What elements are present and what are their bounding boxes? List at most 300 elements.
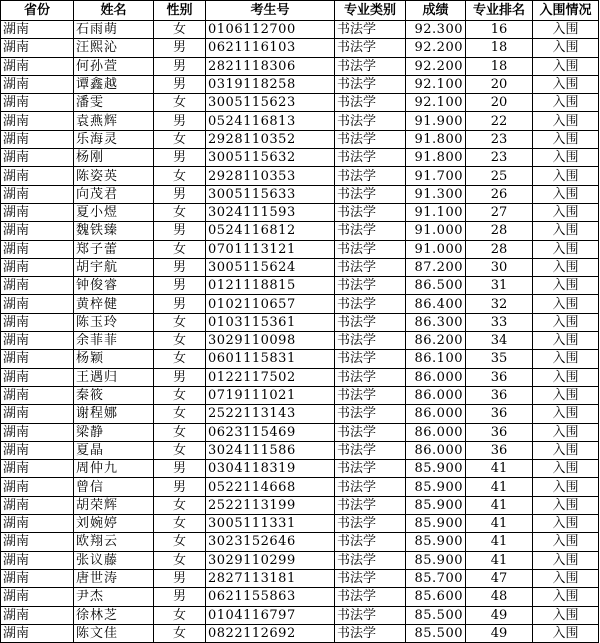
cell-score: 91.300 — [406, 185, 466, 203]
cell-name: 刘婉婷 — [74, 515, 154, 533]
cell-status: 入围 — [533, 277, 599, 295]
cell-major-rank: 41 — [466, 478, 533, 496]
cell-status: 入围 — [533, 258, 599, 276]
cell-gender: 女 — [154, 350, 206, 368]
cell-major-rank: 18 — [466, 39, 533, 57]
table-row — [1, 313, 599, 331]
cell-status: 入围 — [533, 368, 599, 386]
cell-major-rank: 22 — [466, 112, 533, 130]
cell-name: 徐林芝 — [74, 606, 154, 624]
table-row — [1, 295, 599, 313]
cell-major-rank: 34 — [466, 332, 533, 350]
cell-exam-id: 0522114668 — [206, 478, 335, 496]
cell-major: 书法学 — [335, 21, 406, 39]
table-row — [1, 569, 599, 587]
table-row — [1, 112, 599, 130]
cell-name: 曾信 — [74, 478, 154, 496]
cell-major: 书法学 — [335, 423, 406, 441]
cell-status: 入围 — [533, 203, 599, 221]
cell-province: 湖南 — [1, 441, 74, 459]
table-row — [1, 423, 599, 441]
cell-province: 湖南 — [1, 21, 74, 39]
cell-name: 杨刚 — [74, 149, 154, 167]
cell-status: 入围 — [533, 350, 599, 368]
cell-status: 入围 — [533, 21, 599, 39]
cell-major: 书法学 — [335, 203, 406, 221]
cell-score: 92.100 — [406, 75, 466, 93]
cell-status: 入围 — [533, 533, 599, 551]
cell-exam-id: 0104116797 — [206, 606, 335, 624]
cell-gender: 男 — [154, 258, 206, 276]
cell-gender: 女 — [154, 515, 206, 533]
cell-major-rank: 49 — [466, 606, 533, 624]
cell-name: 陈文佳 — [74, 624, 154, 642]
cell-major: 书法学 — [335, 569, 406, 587]
cell-exam-id: 0106112700 — [206, 21, 335, 39]
cell-status: 入围 — [533, 460, 599, 478]
cell-gender: 男 — [154, 569, 206, 587]
cell-province: 湖南 — [1, 240, 74, 258]
cell-name: 谢程娜 — [74, 405, 154, 423]
cell-score: 91.800 — [406, 130, 466, 148]
cell-score: 86.300 — [406, 313, 466, 331]
cell-score: 85.900 — [406, 533, 466, 551]
cell-gender: 女 — [154, 332, 206, 350]
cell-name: 唐世涛 — [74, 569, 154, 587]
cell-name: 秦筱 — [74, 386, 154, 404]
cell-major-rank: 18 — [466, 57, 533, 75]
cell-province: 湖南 — [1, 551, 74, 569]
table-row — [1, 624, 599, 642]
cell-gender: 女 — [154, 624, 206, 642]
cell-exam-id: 2928110353 — [206, 167, 335, 185]
cell-major: 书法学 — [335, 39, 406, 57]
cell-score: 86.000 — [406, 368, 466, 386]
cell-major: 书法学 — [335, 222, 406, 240]
cell-gender: 女 — [154, 496, 206, 514]
header-name: 姓名 — [74, 1, 154, 21]
cell-status: 入围 — [533, 240, 599, 258]
cell-province: 湖南 — [1, 405, 74, 423]
cell-name: 向茂君 — [74, 185, 154, 203]
cell-major: 书法学 — [335, 277, 406, 295]
cell-score: 86.500 — [406, 277, 466, 295]
cell-gender: 女 — [154, 606, 206, 624]
cell-status: 入围 — [533, 167, 599, 185]
cell-score: 85.900 — [406, 496, 466, 514]
table-row — [1, 460, 599, 478]
table-row — [1, 203, 599, 221]
cell-score: 91.800 — [406, 149, 466, 167]
table-row — [1, 496, 599, 514]
cell-province: 湖南 — [1, 386, 74, 404]
cell-major: 书法学 — [335, 606, 406, 624]
cell-major: 书法学 — [335, 496, 406, 514]
cell-name: 袁燕辉 — [74, 112, 154, 130]
cell-gender: 女 — [154, 167, 206, 185]
cell-gender: 男 — [154, 149, 206, 167]
cell-status: 入围 — [533, 295, 599, 313]
cell-major-rank: 27 — [466, 203, 533, 221]
cell-score: 92.200 — [406, 39, 466, 57]
cell-major-rank: 26 — [466, 185, 533, 203]
cell-major: 书法学 — [335, 441, 406, 459]
cell-gender: 女 — [154, 441, 206, 459]
cell-score: 86.200 — [406, 332, 466, 350]
cell-score: 91.700 — [406, 167, 466, 185]
table-row — [1, 21, 599, 39]
table-row — [1, 332, 599, 350]
cell-province: 湖南 — [1, 94, 74, 112]
cell-major-rank: 32 — [466, 295, 533, 313]
cell-score: 85.900 — [406, 460, 466, 478]
table-row — [1, 588, 599, 606]
cell-name: 石雨萌 — [74, 21, 154, 39]
table-row — [1, 386, 599, 404]
cell-major-rank: 41 — [466, 551, 533, 569]
cell-exam-id: 2827113181 — [206, 569, 335, 587]
cell-name: 钟俊睿 — [74, 277, 154, 295]
cell-major: 书法学 — [335, 130, 406, 148]
cell-major: 书法学 — [335, 313, 406, 331]
cell-gender: 女 — [154, 21, 206, 39]
cell-name: 欧翔云 — [74, 533, 154, 551]
cell-major-rank: 20 — [466, 75, 533, 93]
cell-exam-id: 3024111586 — [206, 441, 335, 459]
cell-score: 85.900 — [406, 515, 466, 533]
cell-exam-id: 0524116813 — [206, 112, 335, 130]
cell-status: 入围 — [533, 39, 599, 57]
cell-gender: 男 — [154, 75, 206, 93]
cell-score: 85.500 — [406, 624, 466, 642]
cell-province: 湖南 — [1, 569, 74, 587]
cell-province: 湖南 — [1, 57, 74, 75]
cell-major: 书法学 — [335, 332, 406, 350]
cell-province: 湖南 — [1, 313, 74, 331]
cell-province: 湖南 — [1, 258, 74, 276]
cell-province: 湖南 — [1, 368, 74, 386]
cell-major-rank: 20 — [466, 94, 533, 112]
cell-province: 湖南 — [1, 130, 74, 148]
cell-gender: 女 — [154, 423, 206, 441]
cell-exam-id: 3023152646 — [206, 533, 335, 551]
cell-name: 胡宇航 — [74, 258, 154, 276]
cell-major-rank: 23 — [466, 149, 533, 167]
cell-name: 乐海灵 — [74, 130, 154, 148]
table-row — [1, 149, 599, 167]
cell-gender: 男 — [154, 460, 206, 478]
cell-name: 胡荣辉 — [74, 496, 154, 514]
cell-province: 湖南 — [1, 203, 74, 221]
cell-status: 入围 — [533, 496, 599, 514]
cell-name: 王遇归 — [74, 368, 154, 386]
cell-exam-id: 3005115633 — [206, 185, 335, 203]
cell-province: 湖南 — [1, 112, 74, 130]
cell-score: 92.200 — [406, 57, 466, 75]
cell-exam-id: 3005115632 — [206, 149, 335, 167]
cell-score: 87.200 — [406, 258, 466, 276]
header-exam-id: 考生号 — [206, 1, 335, 21]
cell-name: 梁静 — [74, 423, 154, 441]
cell-gender: 男 — [154, 588, 206, 606]
header-major: 专业类别 — [335, 1, 406, 21]
cell-name: 黄梓健 — [74, 295, 154, 313]
cell-name: 周仲九 — [74, 460, 154, 478]
cell-major-rank: 41 — [466, 460, 533, 478]
header-major-rank: 专业排名 — [466, 1, 533, 21]
table-row — [1, 167, 599, 185]
cell-major: 书法学 — [335, 149, 406, 167]
cell-name: 夏小煜 — [74, 203, 154, 221]
cell-province: 湖南 — [1, 332, 74, 350]
table-row — [1, 258, 599, 276]
cell-major-rank: 47 — [466, 569, 533, 587]
cell-exam-id: 3005115623 — [206, 94, 335, 112]
cell-province: 湖南 — [1, 423, 74, 441]
cell-score: 86.000 — [406, 386, 466, 404]
cell-score: 85.700 — [406, 569, 466, 587]
cell-major-rank: 28 — [466, 222, 533, 240]
cell-exam-id: 3029110098 — [206, 332, 335, 350]
cell-exam-id: 0601115831 — [206, 350, 335, 368]
header-status: 入围情况 — [533, 1, 599, 21]
cell-score: 86.000 — [406, 423, 466, 441]
cell-status: 入围 — [533, 112, 599, 130]
cell-gender: 男 — [154, 277, 206, 295]
cell-exam-id: 0122117502 — [206, 368, 335, 386]
cell-province: 湖南 — [1, 533, 74, 551]
cell-exam-id: 2928110352 — [206, 130, 335, 148]
cell-exam-id: 0621116103 — [206, 39, 335, 57]
table-row — [1, 368, 599, 386]
cell-name: 何孙萱 — [74, 57, 154, 75]
cell-score: 91.100 — [406, 203, 466, 221]
table-row — [1, 185, 599, 203]
cell-status: 入围 — [533, 130, 599, 148]
cell-major: 书法学 — [335, 75, 406, 93]
cell-status: 入围 — [533, 405, 599, 423]
table-row — [1, 350, 599, 368]
cell-exam-id: 3024111593 — [206, 203, 335, 221]
cell-exam-id: 0822112692 — [206, 624, 335, 642]
cell-status: 入围 — [533, 588, 599, 606]
cell-status: 入围 — [533, 149, 599, 167]
cell-score: 85.500 — [406, 606, 466, 624]
cell-province: 湖南 — [1, 222, 74, 240]
cell-major-rank: 48 — [466, 588, 533, 606]
cell-gender: 女 — [154, 240, 206, 258]
cell-exam-id: 0319118258 — [206, 75, 335, 93]
cell-province: 湖南 — [1, 496, 74, 514]
cell-province: 湖南 — [1, 149, 74, 167]
cell-status: 入围 — [533, 624, 599, 642]
cell-name: 杨颖 — [74, 350, 154, 368]
cell-major: 书法学 — [335, 94, 406, 112]
cell-status: 入围 — [533, 185, 599, 203]
cell-province: 湖南 — [1, 277, 74, 295]
cell-exam-id: 0701113121 — [206, 240, 335, 258]
table-row — [1, 240, 599, 258]
cell-gender: 男 — [154, 222, 206, 240]
header-score: 成绩 — [406, 1, 466, 21]
cell-score: 86.000 — [406, 441, 466, 459]
cell-name: 郑子蕾 — [74, 240, 154, 258]
cell-major-rank: 16 — [466, 21, 533, 39]
cell-major: 书法学 — [335, 185, 406, 203]
cell-major: 书法学 — [335, 515, 406, 533]
cell-gender: 女 — [154, 551, 206, 569]
table-row — [1, 57, 599, 75]
cell-major-rank: 25 — [466, 167, 533, 185]
cell-name: 夏晶 — [74, 441, 154, 459]
cell-major-rank: 31 — [466, 277, 533, 295]
cell-status: 入围 — [533, 94, 599, 112]
cell-gender: 男 — [154, 57, 206, 75]
cell-gender: 男 — [154, 295, 206, 313]
cell-province: 湖南 — [1, 588, 74, 606]
cell-major: 书法学 — [335, 258, 406, 276]
table-row — [1, 405, 599, 423]
cell-province: 湖南 — [1, 75, 74, 93]
cell-province: 湖南 — [1, 295, 74, 313]
cell-province: 湖南 — [1, 39, 74, 57]
cell-name: 尹杰 — [74, 588, 154, 606]
cell-gender: 女 — [154, 94, 206, 112]
table-row — [1, 533, 599, 551]
cell-exam-id: 0621155863 — [206, 588, 335, 606]
cell-exam-id: 2522113143 — [206, 405, 335, 423]
cell-major: 书法学 — [335, 386, 406, 404]
cell-major: 书法学 — [335, 460, 406, 478]
table-row — [1, 94, 599, 112]
cell-major-rank: 36 — [466, 441, 533, 459]
cell-province: 湖南 — [1, 606, 74, 624]
cell-status: 入围 — [533, 423, 599, 441]
cell-major: 书法学 — [335, 624, 406, 642]
cell-name: 汪熙沁 — [74, 39, 154, 57]
table-row — [1, 277, 599, 295]
cell-exam-id: 2522113199 — [206, 496, 335, 514]
cell-major: 书法学 — [335, 112, 406, 130]
cell-status: 入围 — [533, 515, 599, 533]
table-row — [1, 551, 599, 569]
cell-gender: 男 — [154, 112, 206, 130]
cell-score: 86.100 — [406, 350, 466, 368]
table-row — [1, 39, 599, 57]
cell-score: 85.900 — [406, 551, 466, 569]
cell-status: 入围 — [533, 478, 599, 496]
cell-status: 入围 — [533, 606, 599, 624]
cell-status: 入围 — [533, 551, 599, 569]
cell-major-rank: 36 — [466, 386, 533, 404]
cell-exam-id: 0103115361 — [206, 313, 335, 331]
cell-major: 书法学 — [335, 533, 406, 551]
cell-major: 书法学 — [335, 240, 406, 258]
cell-major-rank: 41 — [466, 496, 533, 514]
cell-status: 入围 — [533, 569, 599, 587]
cell-gender: 男 — [154, 478, 206, 496]
cell-name: 陈玉玲 — [74, 313, 154, 331]
cell-gender: 男 — [154, 368, 206, 386]
cell-exam-id: 3029110299 — [206, 551, 335, 569]
cell-score: 91.000 — [406, 240, 466, 258]
cell-score: 86.400 — [406, 295, 466, 313]
cell-gender: 女 — [154, 533, 206, 551]
cell-major: 书法学 — [335, 368, 406, 386]
cell-name: 余菲菲 — [74, 332, 154, 350]
cell-province: 湖南 — [1, 350, 74, 368]
cell-name: 潘雯 — [74, 94, 154, 112]
cell-status: 入围 — [533, 57, 599, 75]
cell-major-rank: 36 — [466, 405, 533, 423]
table-row — [1, 606, 599, 624]
cell-major: 书法学 — [335, 588, 406, 606]
table-body — [1, 21, 599, 643]
cell-major: 书法学 — [335, 405, 406, 423]
cell-gender: 男 — [154, 39, 206, 57]
cell-name: 魏铁臻 — [74, 222, 154, 240]
cell-exam-id: 0102110657 — [206, 295, 335, 313]
cell-major-rank: 35 — [466, 350, 533, 368]
table-row — [1, 130, 599, 148]
cell-exam-id: 0121118815 — [206, 277, 335, 295]
cell-status: 入围 — [533, 386, 599, 404]
cell-status: 入围 — [533, 332, 599, 350]
cell-score: 85.600 — [406, 588, 466, 606]
cell-score: 86.000 — [406, 405, 466, 423]
table-row — [1, 478, 599, 496]
cell-score: 92.100 — [406, 94, 466, 112]
cell-major-rank: 33 — [466, 313, 533, 331]
cell-exam-id: 0524116812 — [206, 222, 335, 240]
cell-exam-id: 3005115624 — [206, 258, 335, 276]
cell-name: 陈姿英 — [74, 167, 154, 185]
cell-exam-id: 3005111331 — [206, 515, 335, 533]
cell-major: 书法学 — [335, 57, 406, 75]
cell-major: 书法学 — [335, 350, 406, 368]
cell-name: 谭鑫越 — [74, 75, 154, 93]
table-row — [1, 441, 599, 459]
cell-gender: 女 — [154, 130, 206, 148]
cell-major: 书法学 — [335, 551, 406, 569]
cell-province: 湖南 — [1, 515, 74, 533]
cell-major-rank: 36 — [466, 423, 533, 441]
cell-gender: 男 — [154, 185, 206, 203]
cell-major-rank: 41 — [466, 515, 533, 533]
cell-province: 湖南 — [1, 460, 74, 478]
cell-gender: 女 — [154, 203, 206, 221]
cell-score: 92.300 — [406, 21, 466, 39]
cell-major: 书法学 — [335, 167, 406, 185]
cell-status: 入围 — [533, 222, 599, 240]
table-row — [1, 75, 599, 93]
cell-province: 湖南 — [1, 624, 74, 642]
cell-name: 张议藤 — [74, 551, 154, 569]
cell-province: 湖南 — [1, 185, 74, 203]
cell-province: 湖南 — [1, 167, 74, 185]
header-row — [1, 1, 599, 21]
cell-score: 91.000 — [406, 222, 466, 240]
cell-major-rank: 30 — [466, 258, 533, 276]
cell-major: 书法学 — [335, 295, 406, 313]
table-row — [1, 222, 599, 240]
cell-gender: 女 — [154, 313, 206, 331]
cell-major-rank: 41 — [466, 533, 533, 551]
cell-major-rank: 23 — [466, 130, 533, 148]
cell-exam-id: 0304118319 — [206, 460, 335, 478]
cell-score: 85.900 — [406, 478, 466, 496]
header-gender: 性别 — [154, 1, 206, 21]
